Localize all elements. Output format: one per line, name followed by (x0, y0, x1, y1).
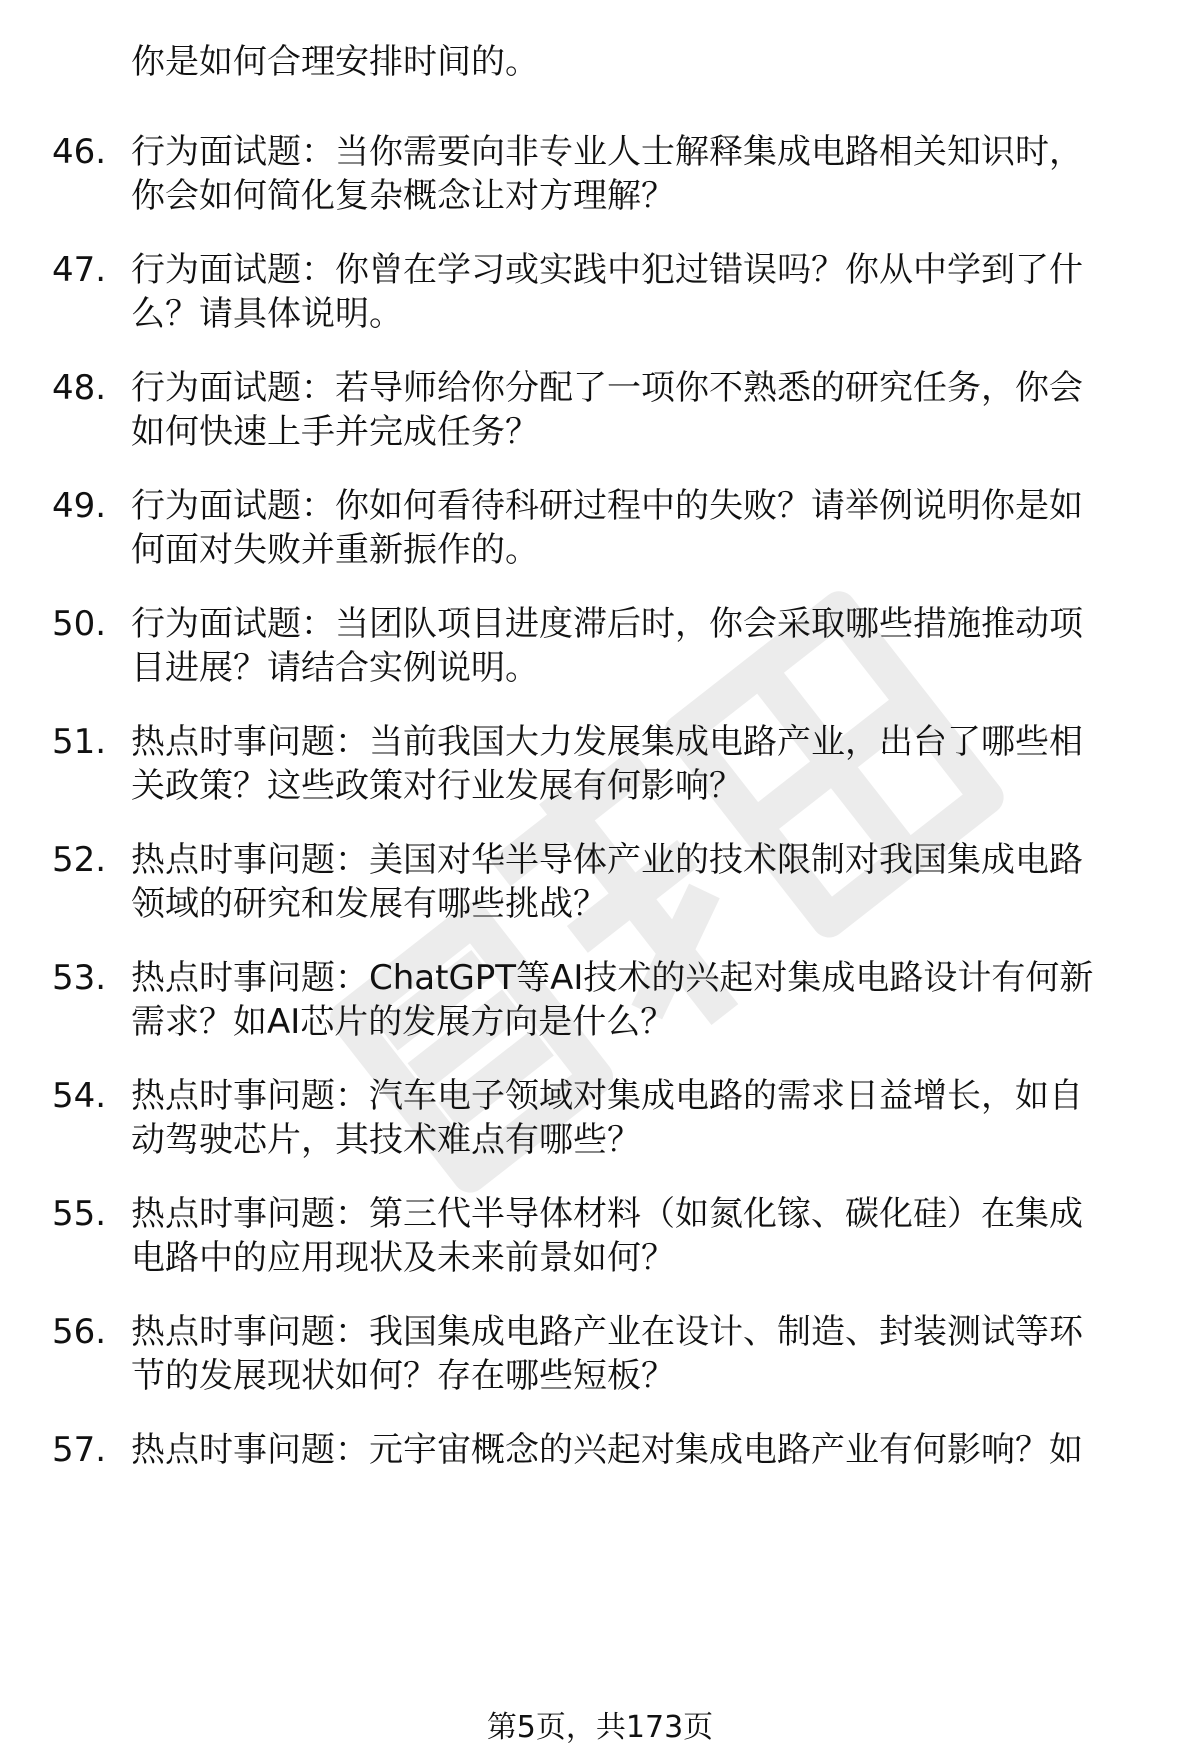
item-number: 54. (52, 1076, 107, 1116)
item-number: 56. (52, 1312, 107, 1352)
item-number: 57. (52, 1430, 107, 1470)
item-text-line1: 行为面试题：若导师给你分配了一项你不熟悉的研究任务，你会 (131, 368, 1083, 408)
item-text-line1: 热点时事问题：汽车电子领域对集成电路的需求日益增长，如自 (131, 1076, 1083, 1116)
item-number: 53. (52, 958, 107, 998)
item-text-line2: 目进展？请结合实例说明。 (131, 648, 539, 688)
item-text-line1: 热点时事问题：第三代半导体材料（如氮化镓、碳化硅）在集成 (131, 1194, 1083, 1234)
page-footer: 第5页，共173页 (486, 1710, 714, 1745)
continuation-line: 你是如何合理安排时间的。 (131, 42, 539, 82)
item-text-line1: 热点时事问题：美国对华半导体产业的技术限制对我国集成电路 (131, 840, 1083, 880)
item-text-line2: 需求？如AI芯片的发展方向是什么？ (131, 1002, 675, 1042)
item-text-line2: 何面对失败并重新振作的。 (131, 530, 539, 570)
item-text-line2: 动驾驶芯片，其技术难点有哪些？ (131, 1120, 641, 1160)
item-text-line2: 节的发展现状如何？存在哪些短板？ (131, 1356, 675, 1396)
item-text-line1: 热点时事问题：当前我国大力发展集成电路产业，出台了哪些相 (131, 722, 1083, 762)
item-text-line1: 热点时事问题：元宇宙概念的兴起对集成电路产业有何影响？如 (131, 1430, 1083, 1470)
item-number: 55. (52, 1194, 107, 1234)
item-text-line2: 电路中的应用现状及未来前景如何？ (131, 1238, 675, 1278)
item-text-line1: 行为面试题：当你需要向非专业人士解释集成电路相关知识时， (131, 132, 1083, 172)
item-text-line1: 热点时事问题：我国集成电路产业在设计、制造、封装测试等环 (131, 1312, 1083, 1352)
item-number: 47. (52, 250, 107, 290)
item-number: 46. (52, 132, 107, 172)
item-text-line1: 热点时事问题：ChatGPT等AI技术的兴起对集成电路设计有何新 (131, 958, 1094, 998)
item-text-line1: 行为面试题：你如何看待科研过程中的失败？请举例说明你是如 (131, 486, 1083, 526)
item-text-line2: 关政策？这些政策对行业发展有何影响？ (131, 766, 743, 806)
item-number: 51. (52, 722, 107, 762)
item-text-line1: 行为面试题：你曾在学习或实践中犯过错误吗？你从中学到了什 (131, 250, 1083, 290)
item-text-line1: 行为面试题：当团队项目进度滞后时，你会采取哪些措施推动项 (131, 604, 1083, 644)
item-text-line2: 如何快速上手并完成任务？ (131, 412, 539, 452)
item-number: 49. (52, 486, 107, 526)
item-text-line2: 你会如何简化复杂概念让对方理解？ (131, 176, 675, 216)
item-number: 50. (52, 604, 107, 644)
item-text-line2: 么？请具体说明。 (131, 294, 403, 334)
item-number: 48. (52, 368, 107, 408)
item-text-line2: 领域的研究和发展有哪些挑战？ (131, 884, 607, 924)
item-number: 52. (52, 840, 107, 880)
